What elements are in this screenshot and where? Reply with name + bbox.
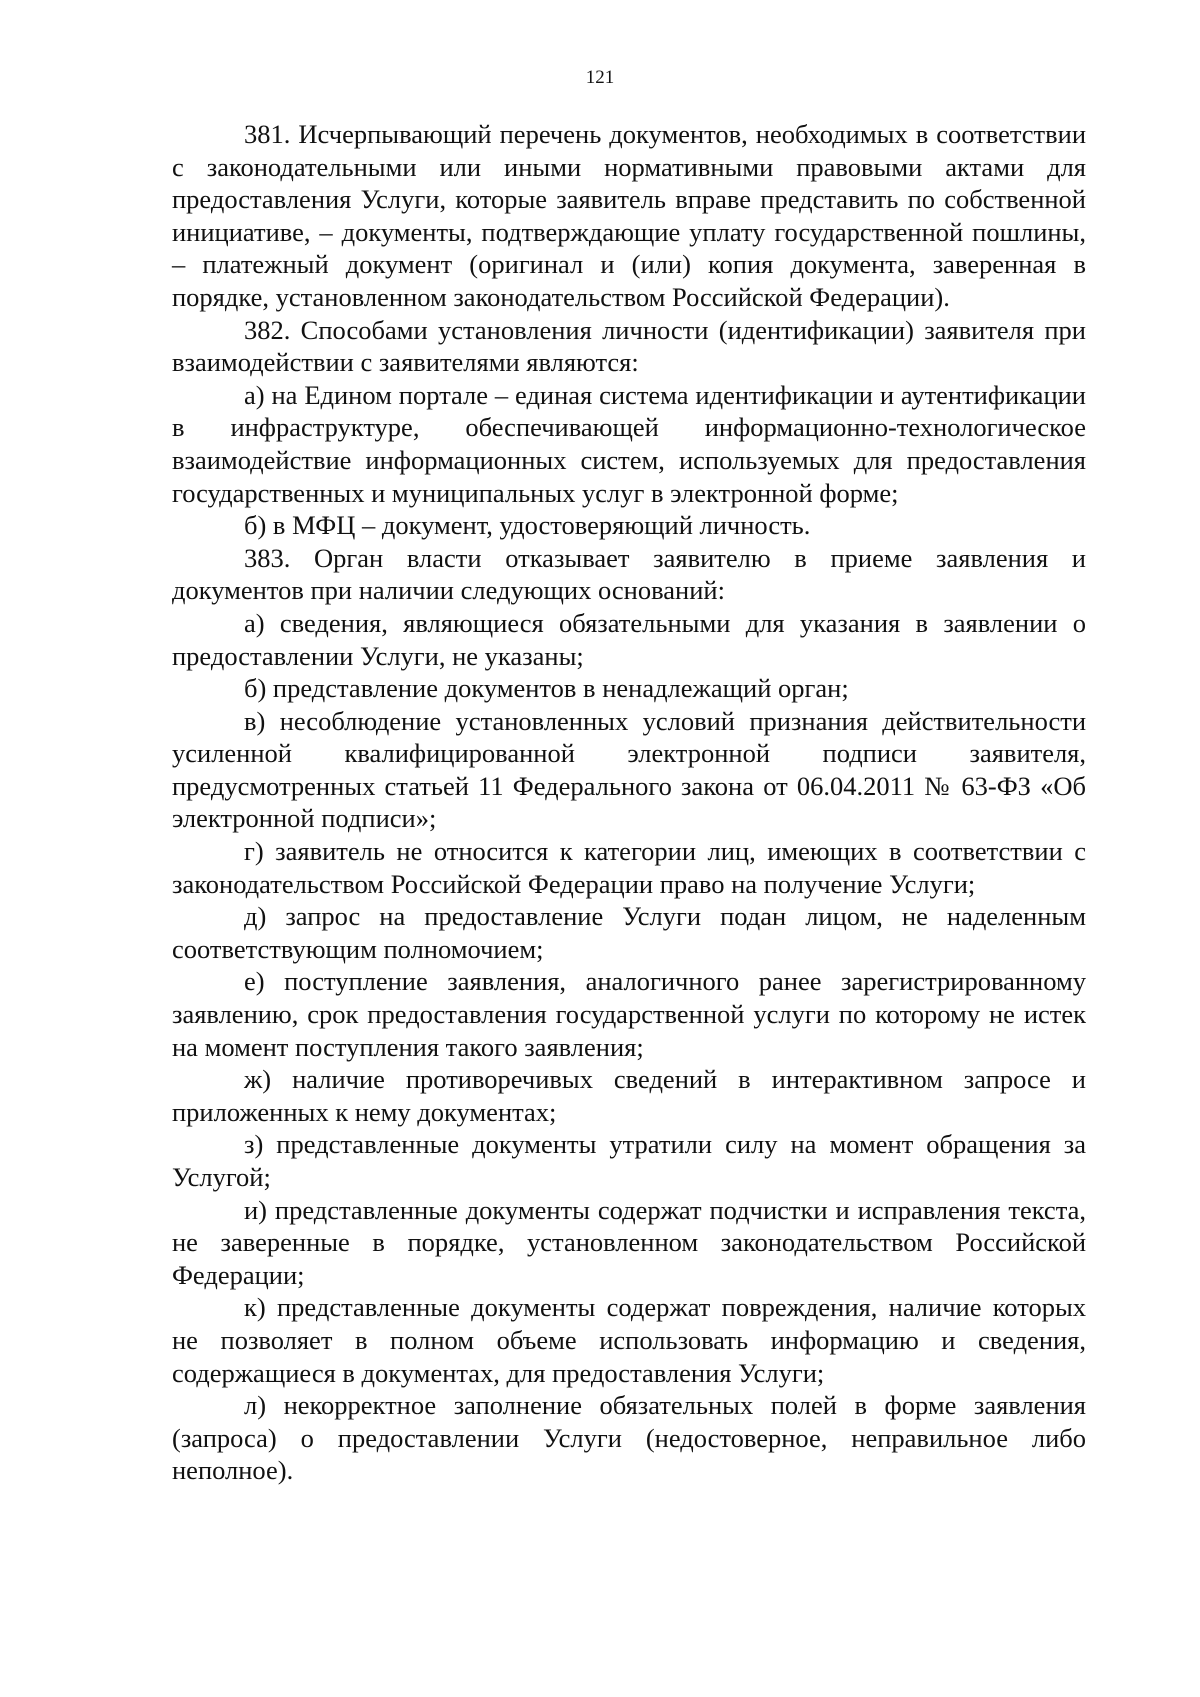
paragraph-383: 383. Орган власти отказывает заявителю в приеме заявления и документов при наличии следующих оснований: [172, 542, 1086, 606]
document-body [172, 118, 1086, 1487]
paragraph-383-z: з) представленные документы утратили силу на момент обращения за Услугой; [172, 1129, 1086, 1192]
paragraph-383-g: г) заявитель не относится к категории лиц, имеющих в соответствии с законодательством Российской Федерации право на получение Услуги; [172, 836, 1086, 899]
paragraph-383-l: л) некорректное заполнение обязательных полей в форме заявления (запроса) о предоставлении Услуги (недостоверное, неправильное либо неполное). [172, 1390, 1086, 1486]
paragraph-383-zh: ж) наличие противоречивых сведений в интерактивном запросе и приложенных к нему документах; [172, 1064, 1086, 1127]
paragraph-383-d: д) запрос на предоставление Услуги подан лицом, не наделенным соответствующим полномочием; [172, 901, 1086, 964]
paragraph-383-b: б) представление документов в ненадлежащий орган; [244, 673, 849, 704]
paragraph-382-a: а) на Едином портале – единая система идентификации и аутентификации в инфраструктуре, обеспечивающей информационно-технологическое взаимодействие информационных систем, используемых для предоставления государственных и муниципальных услуг в электронной форме; [172, 379, 1086, 508]
paragraph-383-v: в) несоблюдение установленных условий признания действительности усиленной квалифицированной электронной подписи заявителя, предусмотренных статьей 11 Федерального закона от 06.04.2011 № 63-ФЗ «Об электронной подписи»; [172, 705, 1086, 834]
paragraph-383-k: к) представленные документы содержат повреждения, наличие которых не позволяет в полном объеме использовать информацию и сведения, содержащиеся в документах, для предоставления Услуги; [172, 1292, 1086, 1388]
page-number: 121 [585, 67, 615, 88]
paragraph-383-i: и) представленные документы содержат подчистки и исправления текста, не заверенные в порядке, установленном законодательством Российской Федерации; [172, 1194, 1086, 1290]
paragraph-382: 382. Способами установления личности (идентификации) заявителя при взаимодействии с заявителями являются: [172, 314, 1086, 378]
paragraph-383-e: е) поступление заявления, аналогичного ранее зарегистрированному заявлению, срок предоставления государственной услуги по которому не истек на момент поступления такого заявления; [172, 966, 1086, 1062]
paragraph-383-a: а) сведения, являющиеся обязательными для указания в заявлении о предоставлении Услуги, не указаны; [172, 607, 1086, 671]
paragraph-381: 381. Исчерпывающий перечень документов, необходимых в соответствии с законодательными или иными нормативными правовыми актами для предоставления Услуги, которые заявитель вправе представить по собственной инициативе, – документы, подтверждающие уплату государственной пошлины, – платежный документ (оригинал и (или) копия документа, заверенная в порядке, установленном законодательством Российской Федерации). [172, 119, 1086, 312]
paragraph-382-b: б) в МФЦ – документ, удостоверяющий личность. [244, 510, 811, 541]
